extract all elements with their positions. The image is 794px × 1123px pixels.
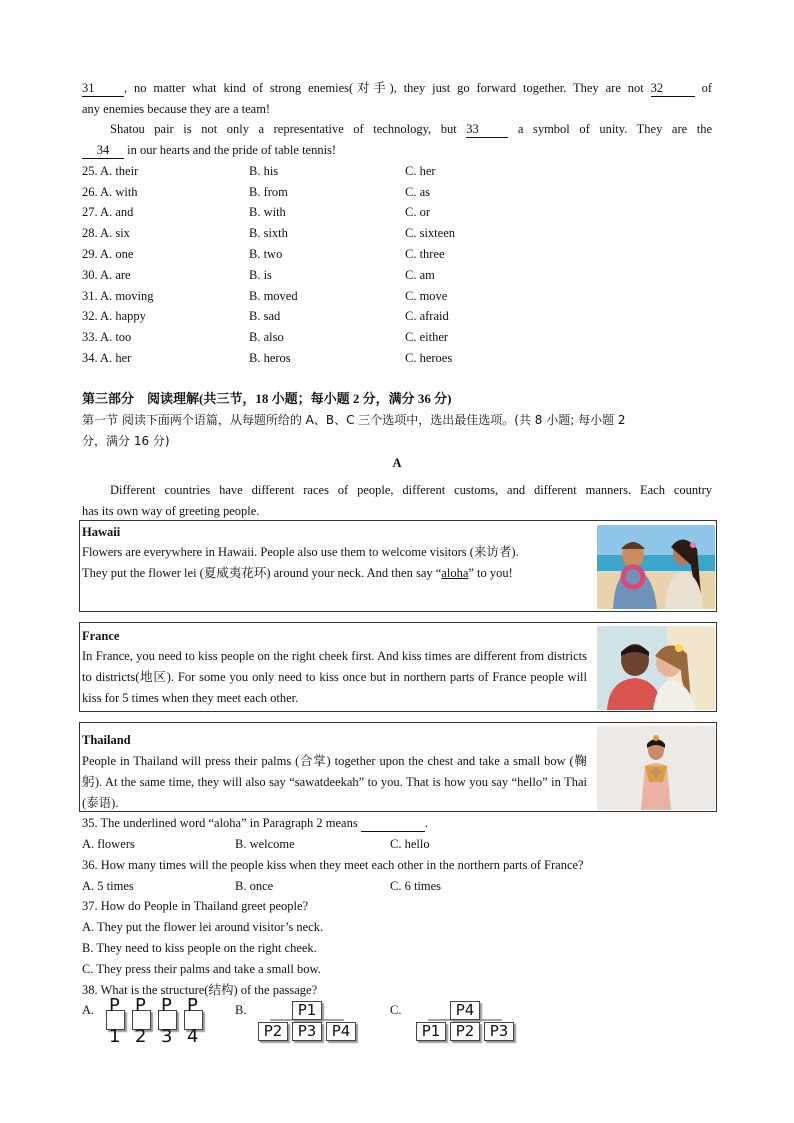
option-b: B. also bbox=[249, 330, 284, 344]
diagram-a-p3: P bbox=[161, 995, 172, 1016]
question-35 bbox=[82, 815, 712, 832]
diagram-a-p2: P bbox=[135, 995, 146, 1016]
option-a: 26. A. with bbox=[82, 185, 138, 199]
section-title: 第三部分 阅读理解(共三节，18 小题；每小题 2 分，满分 36 分) bbox=[82, 391, 452, 406]
q37-option-c: C. They press their palms and take a small bow. bbox=[82, 962, 321, 976]
section-instruction-2: 分，满分 16 分) bbox=[82, 434, 170, 448]
diagram-b-top: P1 bbox=[292, 1001, 322, 1020]
cloze-line-1-text: , no matter what kind of strong enemies(对手), they just go forward together. They are not bbox=[124, 81, 644, 95]
passage-label: A bbox=[392, 456, 402, 470]
hawaii-line-1: Flowers are everywhere in Hawaii. People also use them to welcome visitors (来访者). bbox=[82, 545, 519, 559]
option-a: 28. A. six bbox=[82, 226, 130, 240]
thailand-photo bbox=[597, 726, 715, 810]
option-c: C. three bbox=[405, 247, 445, 261]
option-c: C. move bbox=[405, 289, 448, 303]
option-c: C. either bbox=[405, 330, 449, 344]
q37-option-b: B. They need to kiss people on the right cheek. bbox=[82, 941, 317, 955]
diagram-a-p4: P bbox=[187, 995, 198, 1016]
france-box bbox=[79, 622, 717, 712]
option-a: 25. A. their bbox=[82, 164, 139, 178]
hawaii-box bbox=[79, 520, 717, 612]
option-c: C. am bbox=[405, 268, 435, 282]
thailand-heading: Thailand bbox=[82, 733, 131, 747]
question-35-end: . bbox=[424, 816, 428, 830]
option-a: 27. A. and bbox=[82, 205, 134, 219]
q38-option-a-label: A. bbox=[82, 1003, 95, 1017]
cloze-line-3 bbox=[110, 121, 712, 138]
option-a: 34. A. her bbox=[82, 351, 132, 365]
answer-blank-35 bbox=[361, 815, 425, 832]
intro-line-1: Different countries have different races of people, different customs, and different manners. Each country bbox=[110, 483, 712, 497]
blank-34: 34 bbox=[82, 142, 124, 159]
diagram-b-p2: P2 bbox=[258, 1022, 288, 1041]
diagram-a-n4: 4 bbox=[187, 1026, 199, 1047]
q36-option-c: C. 6 times bbox=[390, 879, 442, 893]
diagram-b-p3: P3 bbox=[292, 1022, 322, 1041]
thailand-box bbox=[79, 722, 717, 812]
option-b: B. with bbox=[249, 205, 286, 219]
cloze-line-3-end: a symbol of unity. They are the bbox=[517, 122, 713, 136]
france-text: In France, you need to kiss people on the right cheek first. And kiss times are different from districts to districts(地区). For some you only need to kiss once but in northern parts of France people will kiss for 5 times when they meet each other. bbox=[82, 649, 587, 705]
option-b: B. is bbox=[249, 268, 272, 282]
option-a: 30. A. are bbox=[82, 268, 131, 282]
question-36: 36. How many times will the people kiss when they meet each other in the northern parts of France? bbox=[82, 858, 584, 872]
option-a: 32. A. happy bbox=[82, 309, 146, 323]
option-b: B. from bbox=[249, 185, 288, 199]
diagram-a-n2: 2 bbox=[135, 1026, 147, 1047]
hawaii-photo bbox=[597, 525, 715, 609]
q35-option-b: B. welcome bbox=[235, 837, 295, 851]
aloha-underlined: aloha bbox=[441, 566, 469, 580]
hawaii-line-2a: They put the flower lei (夏威夷花环) around your neck. And then say “ bbox=[82, 566, 442, 580]
france-photo bbox=[597, 626, 715, 710]
cloze-line-3-start: Shatou pair is not only a representative of technology, but bbox=[110, 122, 457, 136]
cloze-line-4-text: in our hearts and the pride of table tennis! bbox=[127, 143, 337, 157]
option-b: B. sixth bbox=[249, 226, 288, 240]
diagram-c-top: P4 bbox=[450, 1001, 480, 1020]
q37-option-a: A. They put the flower lei around visitor’s neck. bbox=[82, 920, 324, 934]
q36-option-b: B. once bbox=[235, 879, 274, 893]
q35-option-a: A. flowers bbox=[82, 837, 135, 851]
hawaii-line-2 bbox=[82, 563, 587, 584]
france-heading: France bbox=[82, 629, 120, 643]
option-a: 29. A. one bbox=[82, 247, 134, 261]
option-c: C. her bbox=[405, 164, 436, 178]
blank-31: 31 bbox=[82, 80, 124, 97]
cloze-line-1 bbox=[82, 80, 712, 97]
q36-option-a: A. 5 times bbox=[82, 879, 134, 893]
intro-line-2: has its own way of greeting people. bbox=[82, 504, 260, 518]
option-c: C. sixteen bbox=[405, 226, 455, 240]
option-c: C. afraid bbox=[405, 309, 449, 323]
cloze-line-4 bbox=[82, 142, 712, 159]
option-c: C. heroes bbox=[405, 351, 453, 365]
option-b: B. his bbox=[249, 164, 279, 178]
cloze-line-2: any enemies because they are a team! bbox=[82, 102, 271, 116]
question-38: 38. What is the structure(结构) of the passage? bbox=[82, 983, 318, 997]
hawaii-heading: Hawaii bbox=[82, 525, 121, 539]
q38-option-b-label: B. bbox=[235, 1003, 247, 1017]
option-b: B. two bbox=[249, 247, 283, 261]
diagram-c-p1: P1 bbox=[416, 1022, 446, 1041]
thailand-text: People in Thailand will press their palms (合掌) together upon the chest and take a small bow (鞠躬). At the same time, they will also say “sawatdeekah” to you. That is how you say “hello” in Thai (泰语). bbox=[82, 754, 587, 810]
diagram-c-p2: P2 bbox=[450, 1022, 480, 1041]
blank-32: 32 bbox=[651, 80, 695, 97]
diagram-a-n3: 3 bbox=[161, 1026, 173, 1047]
option-b: B. sad bbox=[249, 309, 281, 323]
option-c: C. as bbox=[405, 185, 430, 199]
blank-33: 33 bbox=[466, 121, 508, 138]
option-b: B. moved bbox=[249, 289, 298, 303]
option-c: C. or bbox=[405, 205, 430, 219]
option-a: 31. A. moving bbox=[82, 289, 154, 303]
diagram-c-p3: P3 bbox=[484, 1022, 514, 1041]
q38-option-c-label: C. bbox=[390, 1003, 402, 1017]
hawaii-line-2b: ” to you! bbox=[468, 566, 513, 580]
option-a: 33. A. too bbox=[82, 330, 132, 344]
option-b: B. heros bbox=[249, 351, 291, 365]
section-instruction-1: 第一节 阅读下面两个语篇，从每题所给的 A、B、C 三个选项中，选出最佳选项。(共 8 小题; 每小题 2 bbox=[82, 413, 626, 427]
cloze-line-1-end: of bbox=[701, 81, 712, 95]
diagram-b-p4: P4 bbox=[326, 1022, 356, 1041]
q35-option-c: C. hello bbox=[390, 837, 430, 851]
question-35-text: 35. The underlined word “aloha” in Paragraph 2 means bbox=[82, 816, 358, 830]
question-37: 37. How do People in Thailand greet people? bbox=[82, 899, 309, 913]
diagram-a-n1: 1 bbox=[109, 1026, 121, 1047]
diagram-a-p1: P bbox=[109, 995, 120, 1016]
